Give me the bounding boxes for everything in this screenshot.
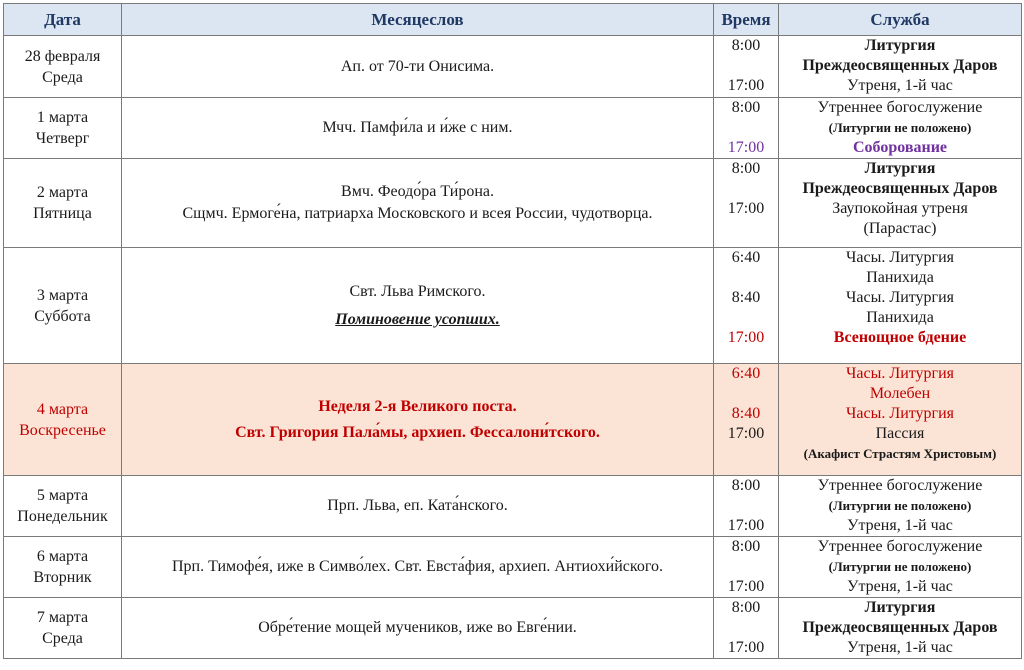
service-line: (Литургии не положено) <box>828 120 972 135</box>
service-cell <box>779 98 1022 159</box>
date-day: 4 марта <box>36 400 89 418</box>
service-line: Часы. Литургия <box>845 405 955 422</box>
table-row <box>4 159 1022 248</box>
service-line: Молебен <box>869 385 931 402</box>
service-line: Утреня, 1-й час <box>847 517 953 534</box>
date-cell <box>4 36 122 98</box>
service-line: Всенощное бдение <box>833 329 967 346</box>
menologion-cell <box>122 248 714 364</box>
service-line: Часы. Литургия <box>845 289 955 306</box>
time-cell <box>714 476 779 537</box>
service-line: Преждеосвященных Даров <box>802 619 998 636</box>
time-value: 8:00 <box>731 160 761 177</box>
time-value: 8:00 <box>731 538 761 555</box>
time-value: 6:40 <box>731 249 761 266</box>
saint-line: Сщмч. Ермоге́на, патриарха Московского и всея России, чудотворца. <box>182 205 653 222</box>
saint-line: Ап. от 70-ти Онисима. <box>340 57 495 75</box>
service-line: Литургия <box>864 37 936 54</box>
service-line: Утреннее богослужение <box>817 538 983 555</box>
time-value: 6:40 <box>731 365 761 382</box>
date-day: 2 марта <box>36 184 89 201</box>
time-value: 17:00 <box>727 77 765 94</box>
service-line: Литургия <box>864 599 936 616</box>
time-value: 8:00 <box>731 37 761 54</box>
service-cell <box>779 248 1022 364</box>
header-row <box>4 4 1022 36</box>
date-weekday: Воскресенье <box>19 421 106 439</box>
date-weekday: Среда <box>42 630 83 647</box>
saint-line: Вмч. Феодо́ра Ти́рона. <box>341 183 494 200</box>
service-line: Утреня, 1-й час <box>847 77 953 94</box>
table-row <box>4 598 1022 659</box>
table-row <box>4 364 1022 476</box>
service-line: Часы. Литургия <box>845 249 955 266</box>
service-cell <box>779 36 1022 98</box>
menologion-cell <box>122 537 714 598</box>
date-day: 3 марта <box>36 286 89 304</box>
time-value: 17:00 <box>727 200 765 217</box>
saint-line: Обре́тение мощей мучеников, иже во Евге́нии. <box>258 619 577 636</box>
header-date: Дата <box>4 4 122 36</box>
time-cell <box>714 159 779 248</box>
service-line: Литургия <box>864 160 936 177</box>
date-day: 7 марта <box>36 609 89 626</box>
date-cell <box>4 364 122 476</box>
service-line: Утреннее богослужение <box>817 477 983 494</box>
date-cell <box>4 248 122 364</box>
service-cell <box>779 537 1022 598</box>
service-line: (Литургии не положено) <box>828 559 972 574</box>
service-cell <box>779 476 1022 537</box>
date-weekday: Среда <box>42 68 83 86</box>
time-value: 8:00 <box>731 599 761 616</box>
time-value: 8:40 <box>731 405 761 422</box>
table-row <box>4 248 1022 364</box>
commemoration-line: Поминовение усопших. <box>335 310 500 328</box>
date-weekday: Понедельник <box>17 508 108 525</box>
service-line: Утреннее богослужение <box>817 99 983 116</box>
service-line: Преждеосвященных Даров <box>802 57 998 74</box>
date-cell <box>4 98 122 159</box>
date-day: 1 марта <box>36 109 89 126</box>
time-cell <box>714 98 779 159</box>
table-row <box>4 98 1022 159</box>
saint-line: Мчч. Памфи́ла и и́же с ним. <box>322 119 513 136</box>
service-line: Панихида <box>866 309 934 326</box>
service-line: Утреня, 1-й час <box>847 639 953 656</box>
time-cell <box>714 36 779 98</box>
date-day: 5 марта <box>36 487 89 504</box>
header-service: Служба <box>779 4 1022 36</box>
schedule-table <box>3 3 1022 659</box>
service-cell <box>779 159 1022 248</box>
service-line: Соборование <box>852 139 948 156</box>
service-line: Пассия <box>875 425 925 442</box>
service-line: Преждеосвященных Даров <box>802 180 998 197</box>
time-value: 8:00 <box>731 99 761 116</box>
table-row <box>4 537 1022 598</box>
menologion-cell <box>122 36 714 98</box>
service-line: (Парастас) <box>863 220 937 237</box>
date-weekday: Суббота <box>34 307 91 325</box>
table-row <box>4 476 1022 537</box>
time-value: 17:00 <box>727 639 765 656</box>
service-line: Панихида <box>866 269 934 286</box>
service-line: (Акафист Страстям Христовым) <box>803 446 997 461</box>
date-cell <box>4 476 122 537</box>
time-cell <box>714 598 779 659</box>
time-value: 17:00 <box>727 517 765 534</box>
date-cell <box>4 537 122 598</box>
menologion-cell <box>122 159 714 248</box>
saint-line: Прп. Тимофе́я, иже в Симво́лех. Свт. Евста́фия, архиеп. Антиохи́йского. <box>171 558 664 575</box>
time-cell <box>714 537 779 598</box>
date-cell <box>4 159 122 248</box>
service-cell <box>779 598 1022 659</box>
time-cell <box>714 248 779 364</box>
time-value: 17:00 <box>727 329 765 346</box>
date-weekday: Четверг <box>35 130 90 147</box>
menologion-cell <box>122 476 714 537</box>
table-row <box>4 36 1022 98</box>
date-cell <box>4 598 122 659</box>
date-day: 6 марта <box>36 548 89 565</box>
time-value: 17:00 <box>727 425 765 442</box>
date-weekday: Пятница <box>33 205 92 222</box>
header-time: Время <box>714 4 779 36</box>
service-line: Утреня, 1-й час <box>847 578 953 595</box>
service-cell <box>779 364 1022 476</box>
service-line: Часы. Литургия <box>845 365 955 382</box>
saint-line: Свт. Григория Пала́мы, архиеп. Фессалони́тского. <box>235 423 600 441</box>
saint-line: Прп. Льва, еп. Ката́нского. <box>327 497 508 514</box>
date-weekday: Вторник <box>33 569 92 586</box>
menologion-cell <box>122 98 714 159</box>
time-value: 8:40 <box>731 289 761 306</box>
saint-line: Свт. Льва Римского. <box>349 282 486 300</box>
service-line: Заупокойная утреня <box>832 200 968 217</box>
time-value: 8:00 <box>731 477 761 494</box>
saint-line: Неделя 2-я Великого поста. <box>318 397 517 415</box>
date-day: 28 февраля <box>24 47 101 65</box>
time-cell <box>714 364 779 476</box>
menologion-cell <box>122 364 714 476</box>
menologion-cell <box>122 598 714 659</box>
service-line: (Литургии не положено) <box>828 498 972 513</box>
time-value: 17:00 <box>727 139 765 156</box>
time-value: 17:00 <box>727 578 765 595</box>
header-menologion: Месяцеслов <box>122 4 714 36</box>
